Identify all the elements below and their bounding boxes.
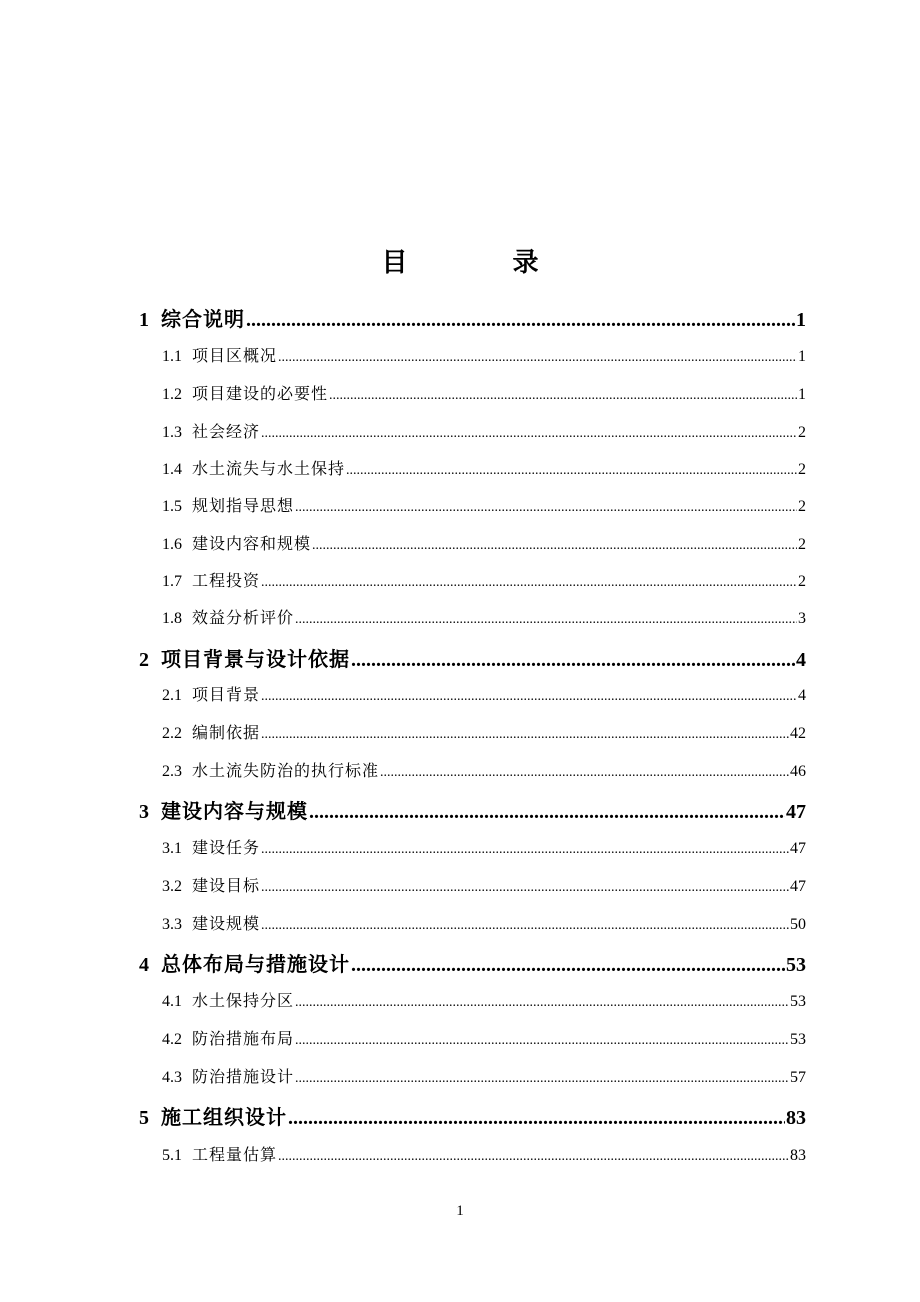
toc-entry-number: 2.2	[162, 725, 182, 742]
toc-entry-number: 4	[139, 954, 149, 976]
toc-dot-leader	[346, 463, 797, 479]
toc-entry-label: 项目区概况	[192, 346, 278, 365]
toc-section-entry[interactable]	[162, 987, 806, 1011]
toc-entry-number: 4.2	[162, 1031, 182, 1048]
toc-entry-page: 46	[790, 763, 806, 780]
toc-dot-leader	[261, 426, 797, 442]
toc-entry-label: 建设内容与规模	[161, 799, 308, 823]
toc-section-entry[interactable]	[162, 380, 806, 404]
toc-entry-number: 2.1	[162, 687, 182, 704]
toc-dot-leader	[278, 1149, 789, 1165]
toc-entry-number: 1.3	[162, 424, 182, 441]
toc-entry-page: 2	[798, 424, 806, 441]
toc-dot-leader	[351, 649, 795, 672]
toc-dot-leader	[261, 727, 789, 743]
toc-section-entry[interactable]	[162, 910, 806, 934]
toc-chapter-entry[interactable]	[139, 794, 806, 824]
toc-section-entry[interactable]	[162, 1025, 806, 1049]
toc-section-entry[interactable]	[162, 530, 806, 554]
toc-entry-label: 水土流失与水土保持	[192, 459, 346, 478]
toc-entry-label: 防治措施设计	[192, 1067, 295, 1086]
toc-entry-label: 编制依据	[192, 723, 261, 742]
toc-entry-page: 47	[786, 801, 806, 823]
toc-entry-page: 4	[798, 687, 806, 704]
toc-section-entry[interactable]	[162, 757, 806, 781]
toc-entry-label: 防治措施布局	[192, 1029, 295, 1048]
toc-entry-number: 5	[139, 1107, 149, 1129]
toc-dot-leader	[312, 538, 797, 554]
toc-entry-number: 2.3	[162, 763, 182, 780]
toc-entry-number: 4.1	[162, 993, 182, 1010]
toc-entry-number: 2	[139, 649, 149, 671]
toc-entry-number: 1.8	[162, 610, 182, 627]
toc-entry-number: 3.2	[162, 878, 182, 895]
toc-entry-page: 4	[796, 649, 806, 671]
toc-dot-leader	[261, 918, 789, 934]
toc-dot-leader	[329, 388, 797, 404]
toc-entry-label: 规划指导思想	[192, 496, 295, 515]
toc-entry-page: 2	[798, 498, 806, 515]
toc-entry-label: 建设任务	[192, 838, 261, 857]
toc-entry-page: 47	[790, 840, 806, 857]
toc-section-entry[interactable]	[162, 681, 806, 705]
toc-dot-leader	[261, 575, 797, 591]
toc-entry-number: 3.1	[162, 840, 182, 857]
toc-entry-label: 建设规模	[192, 914, 261, 933]
toc-entry-page: 2	[798, 461, 806, 478]
toc-section-entry[interactable]	[162, 418, 806, 442]
toc-entry-number: 1.4	[162, 461, 182, 478]
toc-entry-page: 83	[786, 1107, 806, 1129]
toc-dot-leader	[246, 309, 795, 332]
toc-entry-page: 3	[798, 610, 806, 627]
toc-entry-label: 水土流失防治的执行标准	[192, 761, 380, 780]
toc-entry-number: 1.6	[162, 536, 182, 553]
toc-entry-number: 1.7	[162, 573, 182, 590]
toc-entry-label: 项目建设的必要性	[192, 384, 329, 403]
toc-entry-number: 1	[139, 309, 149, 331]
toc-entry-label: 总体布局与措施设计	[161, 952, 350, 976]
toc-dot-leader	[261, 689, 797, 705]
toc-entry-label: 综合说明	[161, 307, 245, 331]
toc-entry-number: 4.3	[162, 1069, 182, 1086]
toc-entry-number: 1.1	[162, 348, 182, 365]
toc-dot-leader	[351, 954, 785, 977]
toc-entry-page: 1	[798, 348, 806, 365]
toc-chapter-entry[interactable]	[139, 302, 806, 332]
toc-dot-leader	[278, 350, 797, 366]
toc-dot-leader	[309, 801, 785, 824]
page-number: 1	[456, 1203, 464, 1219]
toc-dot-leader	[295, 995, 789, 1011]
toc-chapter-entry[interactable]	[139, 642, 806, 672]
toc-entry-page: 83	[790, 1147, 806, 1164]
toc-chapter-entry[interactable]	[139, 1100, 806, 1130]
toc-entry-page: 50	[790, 916, 806, 933]
toc-dot-leader	[261, 880, 789, 896]
toc-entry-label: 效益分析评价	[192, 608, 295, 627]
toc-entry-label: 建设目标	[192, 876, 261, 895]
toc-entry-page: 47	[790, 878, 806, 895]
toc-dot-leader	[288, 1107, 785, 1130]
toc-section-entry[interactable]	[162, 604, 806, 628]
toc-entry-label: 社会经济	[192, 422, 261, 441]
toc-section-entry[interactable]	[162, 567, 806, 591]
toc-entry-page: 1	[798, 386, 806, 403]
toc-entry-page: 53	[790, 1031, 806, 1048]
toc-dot-leader	[295, 1071, 789, 1087]
toc-entry-number: 3.3	[162, 916, 182, 933]
toc-section-entry[interactable]	[162, 872, 806, 896]
toc-dot-leader	[380, 765, 789, 781]
toc-section-entry[interactable]	[162, 719, 806, 743]
toc-title: 目 录	[381, 248, 587, 278]
toc-entry-page: 53	[786, 954, 806, 976]
toc-entry-number: 1.2	[162, 386, 182, 403]
toc-dot-leader	[261, 842, 789, 858]
toc-entry-label: 水土保持分区	[192, 991, 295, 1010]
toc-section-entry[interactable]	[162, 1063, 806, 1087]
toc-entry-number: 5.1	[162, 1147, 182, 1164]
toc-entry-label: 工程量估算	[192, 1145, 278, 1164]
toc-dot-leader	[295, 612, 797, 628]
toc-entry-label: 工程投资	[192, 571, 261, 590]
toc-entry-number: 1.5	[162, 498, 182, 515]
toc-section-entry[interactable]	[162, 492, 806, 516]
toc-entry-number: 3	[139, 801, 149, 823]
toc-dot-leader	[295, 1033, 789, 1049]
toc-section-entry[interactable]	[162, 455, 806, 479]
toc-entry-page: 53	[790, 993, 806, 1010]
toc-section-entry[interactable]	[162, 834, 806, 858]
toc-entry-page: 42	[790, 725, 806, 742]
toc-entry-page: 2	[798, 536, 806, 553]
toc-entry-label: 建设内容和规模	[192, 534, 312, 553]
toc-entry-page: 57	[790, 1069, 806, 1086]
toc-dot-leader	[295, 500, 797, 516]
toc-entry-page: 1	[796, 309, 806, 331]
toc-chapter-entry[interactable]	[139, 947, 806, 977]
toc-entry-label: 施工组织设计	[161, 1105, 287, 1129]
toc-section-entry[interactable]	[162, 1141, 806, 1165]
toc-entry-page: 2	[798, 573, 806, 590]
toc-entry-label: 项目背景与设计依据	[161, 647, 350, 671]
toc-entry-label: 项目背景	[192, 685, 261, 704]
toc-section-entry[interactable]	[162, 342, 806, 366]
